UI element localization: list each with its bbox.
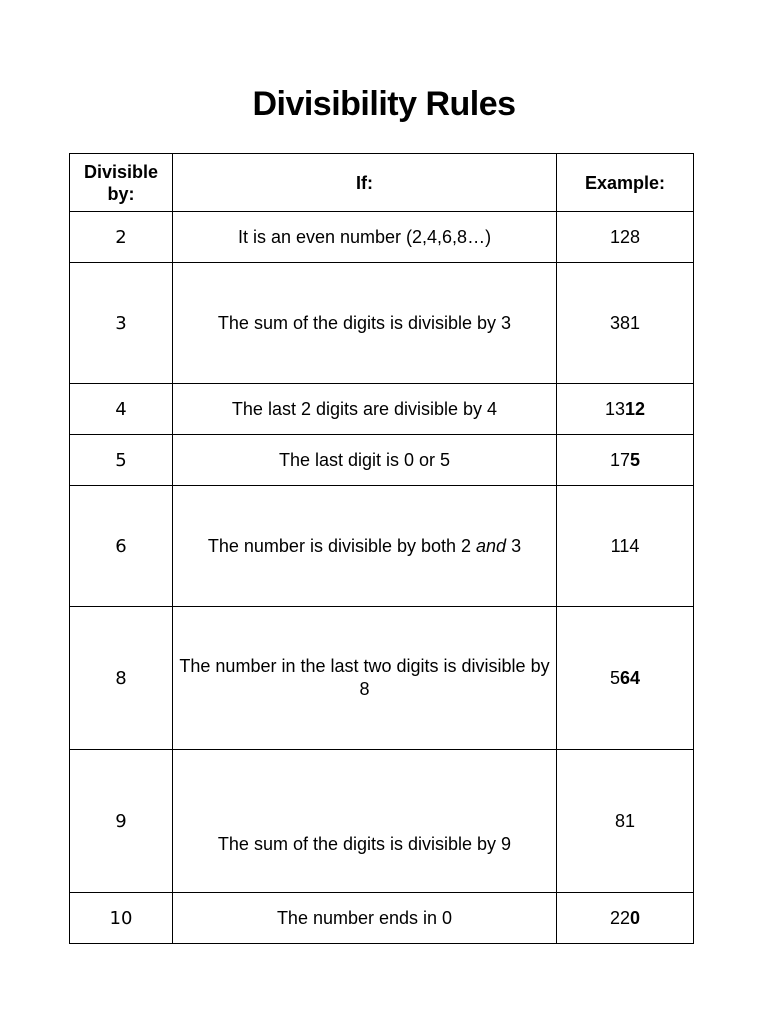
divisor-cell: 4: [70, 384, 173, 435]
example-plain: 5: [609, 667, 620, 688]
rule-cell: The sum of the digits is divisible by 3: [173, 263, 557, 384]
divisor-cell: 3: [70, 263, 173, 384]
rule-cell: The last digit is 0 or 5: [173, 435, 557, 486]
header-example: Example:: [557, 154, 694, 212]
example-plain: 381: [609, 312, 641, 333]
rule-cell: The sum of the digits is divisible by 9: [173, 750, 557, 893]
rule-cell: The last 2 digits are divisible by 4: [173, 384, 557, 435]
example-bold: 12: [625, 398, 646, 419]
table-header-row: [70, 154, 694, 212]
example-cell: [557, 263, 694, 384]
divisor-cell: 5: [70, 435, 173, 486]
example-bold: 0: [630, 907, 641, 928]
rule-cell: The number ends in 0: [173, 893, 557, 944]
header-divisible-by: Divisible by:: [70, 154, 173, 212]
example-cell: [557, 893, 694, 944]
table-row: [70, 384, 694, 435]
rule-text-pre: The number is divisible by both 2: [207, 535, 477, 556]
example-bold: 5: [630, 449, 641, 470]
rule-text-post: 3: [506, 535, 522, 556]
divisor-cell: 8: [70, 607, 173, 750]
divisor-cell: 9: [70, 750, 173, 893]
table-row: [70, 263, 694, 384]
example-plain: 81: [614, 810, 636, 831]
table-row: [70, 486, 694, 607]
example-cell: [557, 607, 694, 750]
table-row: [70, 893, 694, 944]
rule-cell: [173, 486, 557, 607]
example-plain: 17: [609, 449, 630, 470]
page-title: Divisibility Rules: [252, 85, 516, 123]
table-row: [70, 750, 694, 893]
rule-cell: The number in the last two digits is divisible by 8: [173, 607, 557, 750]
example-cell: [557, 212, 694, 263]
example-cell: [557, 384, 694, 435]
rule-cell: It is an even number (2,4,6,8…): [173, 212, 557, 263]
header-if: If:: [173, 154, 557, 212]
example-bold: 64: [619, 667, 641, 688]
example-plain: 22: [609, 907, 630, 928]
divisibility-rules-table: [69, 153, 694, 944]
table-row: [70, 435, 694, 486]
example-plain: 114: [610, 535, 640, 556]
table-row: [70, 607, 694, 750]
example-cell: [557, 435, 694, 486]
example-cell: [557, 486, 694, 607]
divisor-cell: 10: [70, 893, 173, 944]
example-plain: 13: [604, 398, 625, 419]
divisor-cell: 2: [70, 212, 173, 263]
example-plain: 128: [609, 226, 641, 247]
example-cell: [557, 750, 694, 893]
table-row: [70, 212, 694, 263]
rule-text-emphasis: and: [476, 535, 507, 556]
divisor-cell: 6: [70, 486, 173, 607]
